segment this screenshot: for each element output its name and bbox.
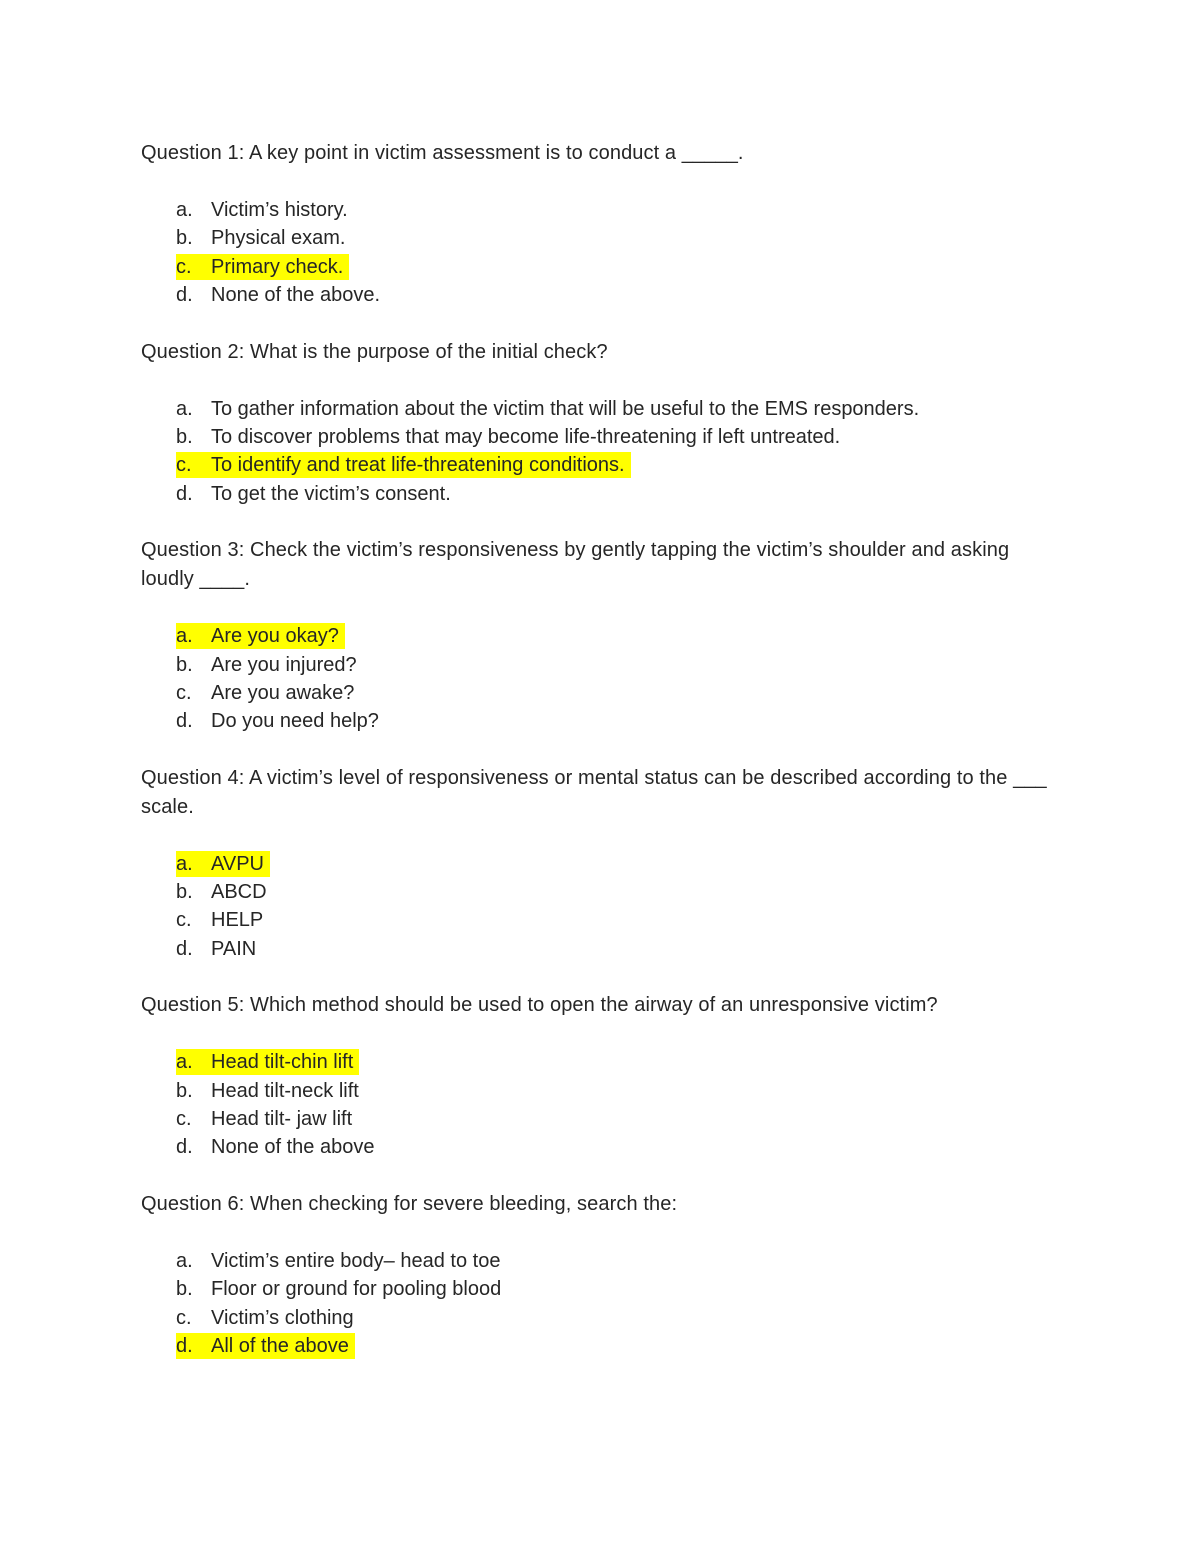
answer-option-content: [176, 424, 846, 450]
answer-option-text: None of the above: [211, 1136, 375, 1159]
answer-option: [141, 480, 1061, 508]
answer-option-highlighted: [141, 850, 1061, 878]
answer-option-text: None of the above.: [211, 284, 381, 307]
answer-option-letter: a.: [176, 1249, 193, 1272]
answer-option-text: Are you awake?: [211, 681, 355, 704]
answer-option-text: ABCD: [211, 881, 267, 904]
question-block: [141, 991, 1061, 1162]
answer-option-letter: c.: [176, 1306, 192, 1329]
answer-option-letter: d.: [176, 284, 193, 307]
answer-option-letter: a.: [176, 397, 193, 420]
answer-option-text: To discover problems that may become life-threatening if left untreated.: [211, 425, 841, 448]
answer-option-letter: b.: [176, 653, 193, 676]
answer-option-highlighted: [141, 451, 1061, 479]
answer-option-letter: a.: [176, 1051, 193, 1074]
question-text: Question 4: A victim’s level of responsiveness or mental status can be described according to the ___ scale.: [141, 766, 1047, 818]
answer-option-text: To get the victim’s consent.: [211, 482, 451, 505]
answer-option: [141, 395, 1061, 423]
answer-option-content: [176, 879, 273, 905]
document-page: [141, 139, 1061, 1388]
answer-option-text: Victim’s clothing: [211, 1306, 354, 1329]
answer-option-text: Are you injured?: [211, 653, 357, 676]
answer-option: [141, 196, 1061, 224]
answer-option-text: Physical exam.: [211, 227, 346, 250]
answer-option-text: Do you need help?: [211, 710, 379, 733]
question-block: [141, 536, 1061, 736]
answer-option: [141, 651, 1061, 679]
answer-option-content: [176, 254, 349, 280]
answer-option-content: [176, 452, 631, 478]
answer-option-text: Head tilt-chin lift: [211, 1051, 354, 1074]
question-block: [141, 764, 1061, 964]
answer-option-text: Head tilt- jaw lift: [211, 1108, 353, 1131]
answer-option-content: [176, 680, 360, 706]
answer-option: [141, 906, 1061, 934]
answer-option-letter: b.: [176, 881, 193, 904]
answer-option-content: [176, 936, 262, 962]
answer-option-content: [176, 623, 345, 649]
answer-option-letter: c.: [176, 909, 192, 932]
answer-option-text: To identify and treat life-threatening conditions.: [211, 454, 625, 477]
answer-option: [141, 707, 1061, 735]
answer-option-letter: d.: [176, 937, 193, 960]
answer-option-highlighted: [141, 253, 1061, 281]
answer-option: [141, 281, 1061, 309]
answer-option-content: [176, 907, 269, 933]
answer-option-letter: d.: [176, 1136, 193, 1159]
answer-option: [141, 1275, 1061, 1303]
question-text: Question 6: When checking for severe bleeding, search the:: [141, 1192, 678, 1215]
answer-option-text: Primary check.: [211, 255, 344, 278]
answer-options-list: [141, 1048, 1061, 1162]
answer-option: [141, 1133, 1061, 1161]
answer-option-content: [176, 197, 354, 223]
question-text: Question 5: Which method should be used to open the airway of an unresponsive victim?: [141, 994, 938, 1017]
answer-option: [141, 224, 1061, 252]
answer-option-text: HELP: [211, 909, 264, 932]
answer-option-letter: a.: [176, 852, 193, 875]
answer-option-letter: b.: [176, 425, 193, 448]
answer-options-list: [141, 395, 1061, 509]
answer-option-letter: d.: [176, 710, 193, 733]
answer-option: [141, 423, 1061, 451]
answer-option-letter: c.: [176, 1108, 192, 1131]
answer-option-content: [176, 282, 386, 308]
answer-option-content: [176, 708, 385, 734]
answer-option-letter: c.: [176, 681, 192, 704]
answer-option-content: [176, 481, 457, 507]
answer-option-text: AVPU: [211, 852, 264, 875]
question-block: [141, 139, 1061, 310]
answer-option-content: [176, 652, 363, 678]
answer-option-text: All of the above: [211, 1334, 349, 1357]
question-text: Question 2: What is the purpose of the initial check?: [141, 340, 608, 363]
answer-option: [141, 935, 1061, 963]
answer-option-content: [176, 225, 352, 251]
question-block: [141, 338, 1061, 509]
answer-option-content: [176, 1248, 506, 1274]
answer-option-text: Victim’s history.: [211, 199, 348, 221]
answer-option-letter: d.: [176, 482, 193, 505]
answer-option-letter: a.: [176, 625, 193, 648]
answer-option-text: Are you okay?: [211, 625, 339, 648]
answer-option: [141, 878, 1061, 906]
answer-option-letter: c.: [176, 255, 192, 278]
answer-option-letter: c.: [176, 454, 192, 477]
answer-option-content: [176, 1276, 507, 1302]
question-block: [141, 1190, 1061, 1361]
answer-option-letter: b.: [176, 1278, 193, 1301]
answer-options-list: [141, 1247, 1061, 1361]
answer-option-text: PAIN: [211, 937, 257, 960]
answer-option-text: Head tilt-neck lift: [211, 1079, 359, 1102]
answer-option-content: [176, 1078, 365, 1104]
answer-option: [141, 1304, 1061, 1332]
question-text: Question 3: Check the victim’s responsiveness by gently tapping the victim’s shoulder and asking loudly ____.: [141, 539, 1010, 591]
answer-options-list: [141, 622, 1061, 736]
answer-option: [141, 1077, 1061, 1105]
answer-option-text: Floor or ground for pooling blood: [211, 1278, 502, 1301]
answer-option-text: Victim’s entire body– head to toe: [211, 1249, 501, 1272]
answer-option-letter: b.: [176, 227, 193, 250]
answer-option-highlighted: [141, 1048, 1061, 1076]
answer-option-highlighted: [141, 1332, 1061, 1360]
answer-option-content: [176, 1333, 355, 1359]
answer-option-content: [176, 851, 270, 877]
answer-option-content: [176, 1049, 359, 1075]
question-text: Question 1: A key point in victim assessment is to conduct a _____.: [141, 142, 744, 164]
answer-option: [141, 1247, 1061, 1275]
answer-option-content: [176, 1134, 380, 1160]
answer-option-letter: b.: [176, 1079, 193, 1102]
answer-options-list: [141, 196, 1061, 310]
answer-option-content: [176, 396, 925, 422]
answer-option-letter: a.: [176, 199, 193, 221]
answer-option-content: [176, 1305, 360, 1331]
answer-option: [141, 1105, 1061, 1133]
answer-option-content: [176, 1106, 358, 1132]
answer-option: [141, 679, 1061, 707]
answer-option-highlighted: [141, 622, 1061, 650]
answer-option-text: To gather information about the victim that will be useful to the EMS responders.: [211, 397, 920, 420]
answer-options-list: [141, 850, 1061, 964]
answer-option-letter: d.: [176, 1334, 193, 1357]
